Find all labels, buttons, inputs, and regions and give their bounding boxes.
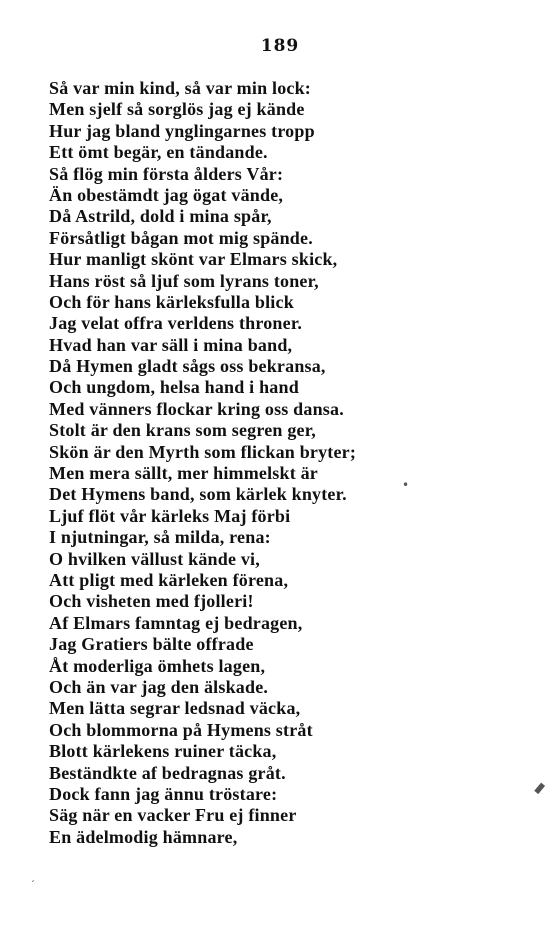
poem-line: Dock fann jag ännu tröstare:: [49, 783, 278, 804]
poem-line: Hur jag bland ynglingarnes tropp: [49, 120, 315, 141]
poem-line: Försåtligt bågan mot mig spände.: [49, 227, 313, 248]
poem-line: Åt moderliga ömhets lagen,: [49, 655, 266, 676]
poem-line: Det Hymens band, som kärlek knyter.: [49, 484, 347, 505]
poem-line: Jag Gratiers bälte offrade: [49, 634, 254, 655]
poem-line: Så var min kind, så var min lock:: [49, 78, 311, 98]
poem-line: En ädelmodig hämnare,: [49, 826, 238, 847]
poem-line: Så flög min första ålders Vår:: [49, 163, 284, 184]
poem-line: Med vänners flockar kring oss dansa.: [49, 398, 344, 419]
poem-line: Då Astrild, dold i mina spår,: [49, 206, 272, 227]
poem-line: Beständkte af bedragnas gråt.: [49, 762, 286, 783]
poem-line: Och för hans kärleksfulla blick: [49, 291, 294, 312]
poem-line: Då Hymen gladt sågs oss bekransa,: [49, 356, 326, 377]
poem-line: Hans röst så ljuf som lyrans toner,: [49, 270, 319, 291]
poem-line: O hvilken vällust kände vi,: [49, 548, 260, 569]
page-number: 189: [260, 36, 300, 56]
poem-line: Ljuf flöt vår kärleks Maj förbi: [49, 505, 291, 526]
ink-speck: ´: [30, 880, 35, 891]
poem-line: Än obestämdt jag ögat vände,: [49, 184, 284, 205]
poem-line: Jag velat offra verldens throner.: [49, 313, 303, 334]
poem-line: I njutningar, så milda, rena:: [49, 527, 271, 548]
poem-line: Att pligt med kärleken förena,: [49, 569, 289, 590]
poem-line: Säg när en vacker Fru ej finner: [49, 805, 297, 826]
poem-line: Och blommorna på Hymens stråt: [49, 719, 313, 740]
poem-line: Men lätta segrar ledsnad väcka,: [49, 698, 301, 719]
poem-line: Hvad han var säll i mina band,: [49, 334, 293, 355]
poem-line: Men mera sällt, mer himmelskt är: [49, 463, 318, 484]
poem-line: Och än var jag den älskade.: [49, 676, 269, 697]
poem-line: Skön är den Myrth som flickan bryter;: [49, 441, 357, 462]
poem-line: Hur manligt skönt var Elmars skick,: [49, 249, 338, 270]
poem-line: Blott kärlekens ruiner täcka,: [49, 741, 277, 762]
poem-line: Af Elmars famntag ej bedragen,: [49, 612, 303, 633]
ink-speck: •: [402, 478, 410, 492]
poem-line: Och visheten med fjolleri!: [49, 591, 254, 612]
poem-line: Men sjelf så sorglös jag ej kände: [49, 99, 305, 120]
poem-line: Och ungdom, helsa hand i hand: [49, 377, 299, 398]
ink-speck: ▮: [531, 779, 548, 797]
poem-line: Ett ömt begär, en tändande.: [49, 142, 268, 163]
poem-text: [49, 78, 356, 848]
poem-line: Stolt är den krans som segren ger,: [49, 420, 316, 441]
